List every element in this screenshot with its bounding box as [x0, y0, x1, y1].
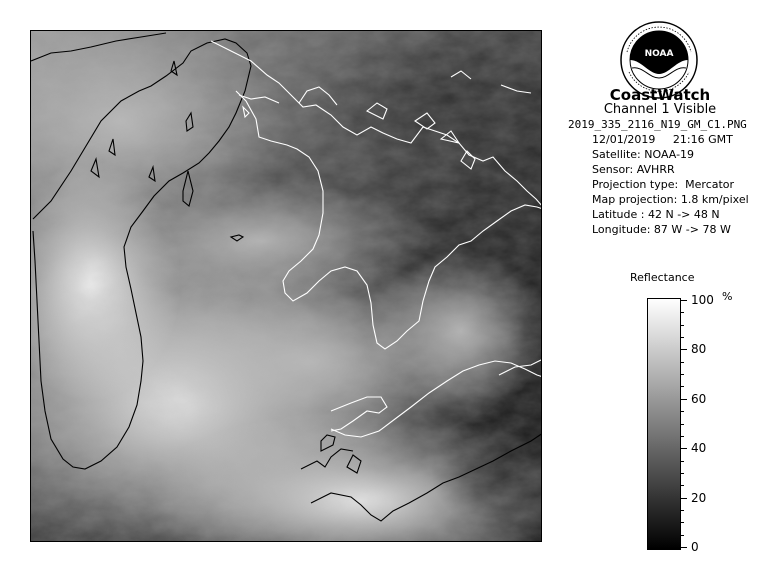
- colorbar-minor-tick: [681, 424, 684, 425]
- colorbar-minor-tick: [681, 485, 684, 486]
- latitude-label: Latitude : 42 N -> 48 N: [592, 208, 720, 221]
- colorbar-minor-tick: [681, 362, 684, 363]
- colorbar-minor-tick: [681, 386, 684, 387]
- colorbar-minor-tick: [681, 312, 684, 313]
- datetime-line: [592, 132, 749, 147]
- colorbar-tick-label: 80: [691, 342, 707, 357]
- colorbar-major-tick: [681, 498, 687, 499]
- longitude-label: Longitude: 87 W -> 78 W: [592, 223, 731, 236]
- sensor-label: Sensor: AVHRR: [592, 163, 675, 176]
- colorbar-minor-tick: [681, 411, 684, 412]
- colorbar: [647, 298, 681, 550]
- filename-label: 2019_335_2116_N19_GM_C1.PNG: [568, 118, 747, 131]
- colorbar-ticks: [681, 293, 741, 554]
- colorbar-major-tick: [681, 399, 687, 400]
- legend-title: Reflectance: [630, 271, 695, 284]
- metadata-block: [592, 132, 749, 237]
- satellite-image: [30, 30, 542, 542]
- logo-text: NOAA: [644, 49, 674, 59]
- colorbar-minor-tick: [681, 510, 684, 511]
- time-label: 21:16 GMT: [672, 133, 733, 146]
- colorbar-tick-label: 0: [691, 540, 699, 554]
- colorbar-minor-tick: [681, 374, 684, 375]
- colorbar-major-tick: [681, 300, 687, 301]
- colorbar-minor-tick: [681, 473, 684, 474]
- colorbar-minor-tick: [681, 535, 684, 536]
- channel-label: Channel 1 Visible: [603, 102, 717, 117]
- colorbar-minor-tick: [681, 522, 684, 523]
- projection-type-label: Projection type: Mercator: [592, 178, 735, 191]
- colorbar-tick-label: 60: [691, 391, 707, 406]
- colorbar-tick-label: 40: [691, 441, 707, 456]
- colorbar-tick-label: 100: [691, 293, 714, 307]
- colorbar-minor-tick: [681, 461, 684, 462]
- colorbar-minor-tick: [681, 436, 684, 437]
- colorbar-minor-tick: [681, 337, 684, 338]
- colorbar-major-tick: [681, 448, 687, 449]
- map-projection-label: Map projection: 1.8 km/pixel: [592, 193, 749, 206]
- date-label: 12/01/2019: [592, 133, 656, 146]
- colorbar-minor-tick: [681, 325, 684, 326]
- brand-title: CoastWatch: [609, 86, 711, 104]
- satellite-label: Satellite: NOAA-19: [592, 148, 695, 161]
- colorbar-tick-label: 20: [691, 490, 707, 505]
- legend-unit: %: [722, 290, 733, 303]
- colorbar-major-tick: [681, 547, 687, 548]
- colorbar-major-tick: [681, 349, 687, 350]
